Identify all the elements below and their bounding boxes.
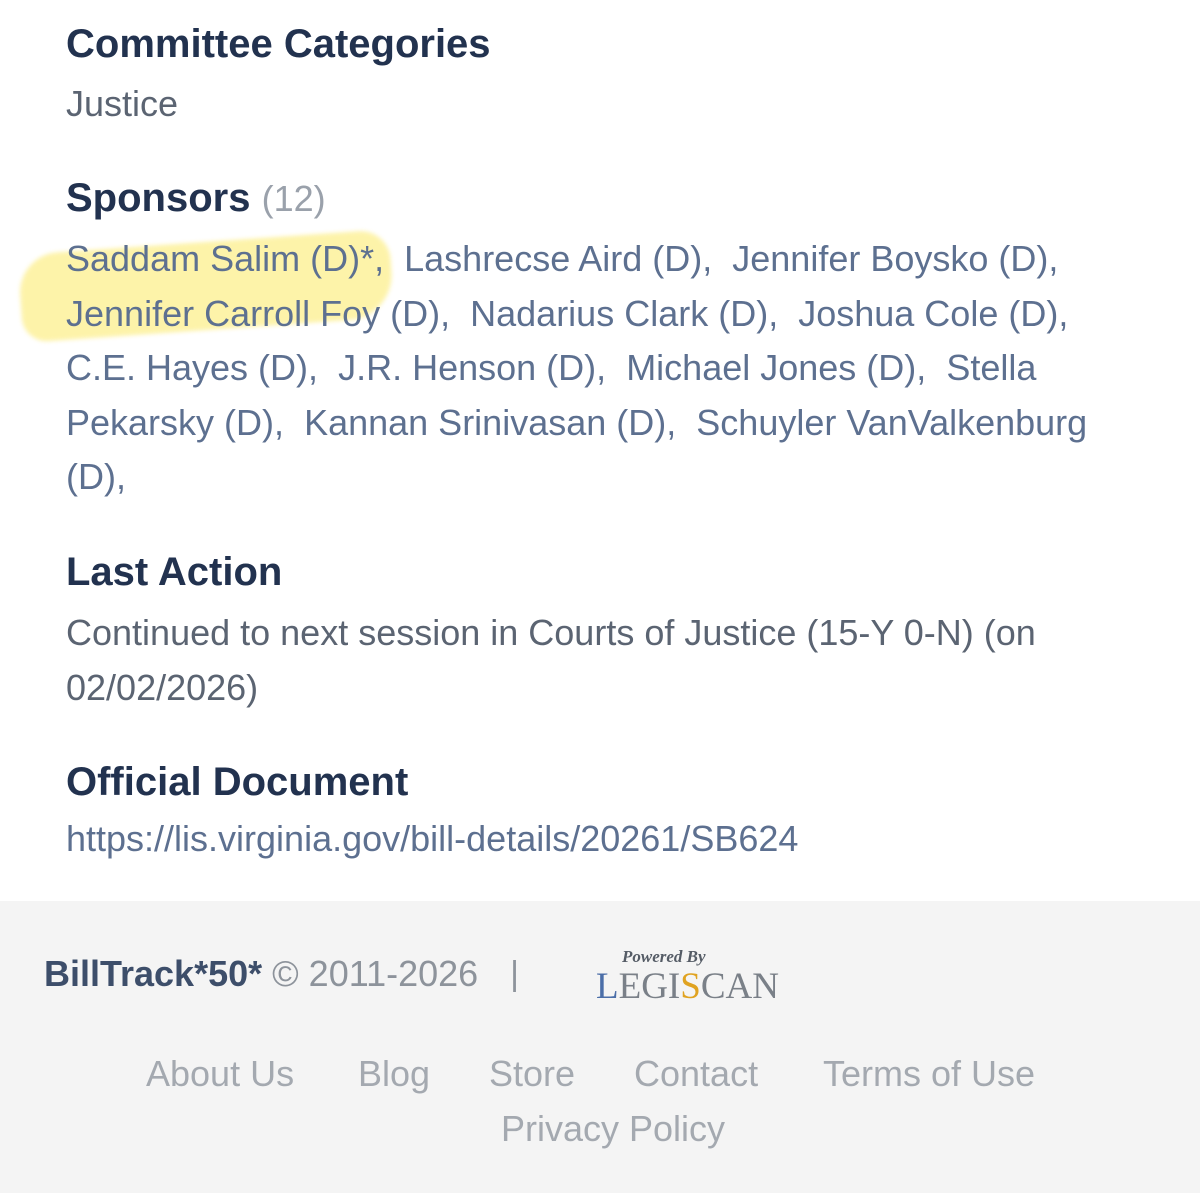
sponsors-count: (12) [261,178,326,219]
sponsors-heading-label: Sponsors [66,176,251,220]
sponsors-list [66,232,1126,505]
powered-by-label: Powered By [622,947,706,966]
sponsor-link[interactable]: Michael Jones (D) [626,347,917,388]
footer-link-terms-of-use[interactable]: Terms of Use [823,1053,1036,1094]
billtrack-logo[interactable]: BillTrack*50* [44,953,263,994]
committee-categories-heading: Committee Categories [66,22,491,66]
official-document-link[interactable]: https://lis.virginia.gov/bill-details/20261/SB624 [66,818,799,859]
site-footer [0,901,1200,1193]
sponsor-link[interactable]: Stella Pekarsky (D) [66,347,1037,443]
sponsor-link[interactable]: Lashrecse Aird (D) [404,238,703,279]
copyright-text: © 2011-2026 [272,953,479,994]
sponsor-link[interactable]: Kannan Srinivasan (D) [304,401,667,443]
sponsor-link[interactable]: Jennifer Carroll Foy (D) [66,292,441,334]
footer-link-blog[interactable]: Blog [358,1053,431,1094]
footer-link-store[interactable]: Store [489,1053,576,1094]
sponsor-link[interactable]: Nadarius Clark (D) [470,292,769,334]
sponsor-link[interactable]: J.R. Henson (D) [338,347,597,388]
last-action-heading: Last Action [66,550,283,594]
sponsor-separator: , [115,456,126,497]
footer-link-privacy-policy[interactable]: Privacy Policy [501,1108,726,1149]
footer-separator: | [510,954,520,993]
sponsor-separator: , [440,292,451,334]
footer-brand-row [44,953,519,995]
sponsor-separator: , [596,347,607,388]
sponsor-link[interactable]: C.E. Hayes (D) [66,347,309,388]
sponsor-separator: , [1058,292,1069,334]
last-action-text: Continued to next session in Courts of Justice (15-Y 0-N) (on 02/02/2026) [66,612,1036,708]
sponsor-link[interactable]: Schuyler VanValkenburg (D) [66,401,1088,497]
committee-category-value: Justice [66,83,179,124]
footer-link-contact[interactable]: Contact [634,1053,759,1094]
sponsor-separator: , [274,401,285,443]
sponsor-link[interactable]: Saddam Salim (D) [66,238,361,279]
sponsor-link[interactable]: Joshua Cole (D) [798,292,1059,334]
sponsor-separator: *, [360,238,385,279]
sponsor-separator: , [702,238,713,279]
legiscan-logo[interactable] [596,947,779,1007]
official-document-heading: Official Document [66,760,409,804]
sponsor-separator: , [768,292,779,334]
sponsor-link[interactable]: Jennifer Boysko (D) [732,238,1049,279]
sponsor-separator: , [1048,238,1059,279]
legiscan-wordmark: LEGISCAN [596,966,779,1007]
footer-link-about-us[interactable]: About Us [146,1053,295,1094]
sponsors-heading [66,178,326,218]
sponsor-separator: , [666,401,677,443]
sponsor-separator: , [308,347,319,388]
sponsor-separator: , [916,347,927,388]
